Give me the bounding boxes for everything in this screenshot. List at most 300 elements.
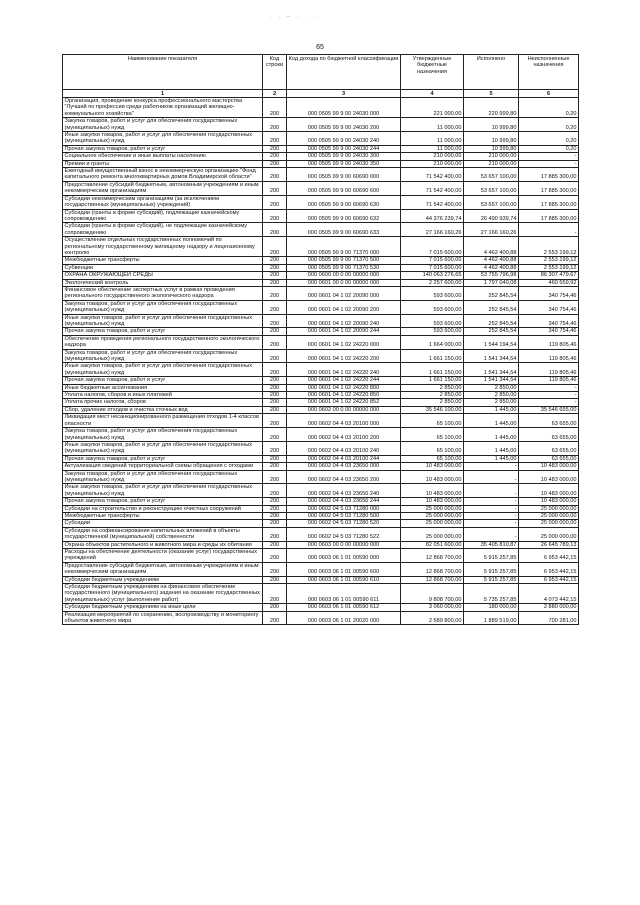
row-unexecuted: 17 885 300,00 bbox=[519, 209, 579, 223]
table-row bbox=[63, 209, 579, 223]
row-executed: 10 999,80 bbox=[464, 118, 519, 132]
row-kbk: 000 0603 06 1 01 20020 000 bbox=[287, 611, 401, 625]
row-unexecuted: 119 805,46 bbox=[519, 377, 579, 384]
row-name: Ежегодный имущественный взнос в некоммерческую организацию "Фонд капитального ремонта многоквартирных домов Владимирской области" bbox=[63, 168, 263, 182]
table-row bbox=[63, 392, 579, 399]
row-kbk: 000 0602 04 4 03 20100 200 bbox=[287, 428, 401, 442]
row-name: Прочая закупка товаров, работ и услуг bbox=[63, 328, 263, 335]
row-executed: 27 166 160,26 bbox=[464, 223, 519, 237]
header-row bbox=[63, 55, 579, 90]
row-name: Премии и гранты bbox=[63, 160, 263, 167]
row-approved: 65 100,00 bbox=[401, 428, 464, 442]
table-row bbox=[63, 406, 579, 413]
row-kbk: 000 0505 99 9 00 60690 000 bbox=[287, 168, 401, 182]
row-code: 200 bbox=[263, 541, 287, 548]
table-body bbox=[63, 98, 579, 625]
header-name: Наименование показателя bbox=[63, 55, 263, 90]
table-row bbox=[63, 223, 579, 237]
table-row bbox=[63, 441, 579, 455]
row-kbk: 000 0601 04 1 02 20090 244 bbox=[287, 328, 401, 335]
row-approved: 71 542 400,00 bbox=[401, 195, 464, 209]
row-code: 200 bbox=[263, 160, 287, 167]
row-code: 200 bbox=[263, 406, 287, 413]
row-executed: - bbox=[464, 470, 519, 484]
row-name: Актуализация сведений территориальной схемы обращения с отходами bbox=[63, 463, 263, 470]
header-unexecuted: Неисполненные назначения bbox=[519, 55, 579, 90]
row-name: Прочая закупка товаров, работ и услуг bbox=[63, 145, 263, 152]
row-executed: 1 541 344,54 bbox=[464, 363, 519, 377]
row-kbk: 000 0505 99 9 00 60690 630 bbox=[287, 195, 401, 209]
row-executed: 1 445,00 bbox=[464, 441, 519, 455]
column-number: 5 bbox=[464, 90, 519, 98]
row-unexecuted: 340 754,46 bbox=[519, 286, 579, 300]
row-unexecuted: 63 655,00 bbox=[519, 414, 579, 428]
row-name: Уплата прочих налогов, сборов bbox=[63, 399, 263, 406]
table-row bbox=[63, 98, 579, 118]
row-executed: 4 462 400,88 bbox=[464, 237, 519, 257]
row-approved: 25 000 000,00 bbox=[401, 520, 464, 527]
row-name: Иные закупки товаров, работ и услуг для обеспечения государственных (муниципальных) нужд bbox=[63, 314, 263, 328]
row-unexecuted: 2 553 199,12 bbox=[519, 264, 579, 271]
row-code: 200 bbox=[263, 505, 287, 512]
row-approved: 1 661 150,00 bbox=[401, 377, 464, 384]
row-code: 200 bbox=[263, 223, 287, 237]
row-approved: 593 600,00 bbox=[401, 286, 464, 300]
row-code: 200 bbox=[263, 428, 287, 442]
row-unexecuted: 63 655,00 bbox=[519, 441, 579, 455]
row-code: 200 bbox=[263, 549, 287, 563]
row-approved: 10 483 000,00 bbox=[401, 498, 464, 505]
row-unexecuted: 119 805,46 bbox=[519, 363, 579, 377]
row-code: 200 bbox=[263, 209, 287, 223]
row-approved: 10 483 000,00 bbox=[401, 484, 464, 498]
row-kbk: 000 0601 04 1 02 24220 850 bbox=[287, 392, 401, 399]
row-code: 200 bbox=[263, 349, 287, 363]
row-name: Закупка товаров, работ и услуг для обеспечения государственных (муниципальных) нужд bbox=[63, 349, 263, 363]
row-unexecuted: 17 885 300,00 bbox=[519, 168, 579, 182]
row-executed: 252 845,54 bbox=[464, 286, 519, 300]
row-name: Субсидии бюджетным учреждениям на иные цели bbox=[63, 604, 263, 611]
row-code: 200 bbox=[263, 414, 287, 428]
row-code: 200 bbox=[263, 527, 287, 541]
row-name: Межбюджетные трансферты bbox=[63, 257, 263, 264]
row-executed: 1 445,00 bbox=[464, 428, 519, 442]
row-approved: 65 100,00 bbox=[401, 455, 464, 462]
table-row bbox=[63, 505, 579, 512]
header-executed: Исполнено bbox=[464, 55, 519, 90]
row-name: Сбор, удаление отходов и очистка сточных вод bbox=[63, 406, 263, 413]
row-executed: - bbox=[464, 520, 519, 527]
row-code: 200 bbox=[263, 335, 287, 349]
column-number-row bbox=[63, 90, 579, 98]
table-row bbox=[63, 399, 579, 406]
row-approved: 25 000 000,00 bbox=[401, 527, 464, 541]
row-unexecuted: 340 754,46 bbox=[519, 314, 579, 328]
row-name: Реализация мероприятий по сохранению, воспроизводству и мониторингу объектов животного мира bbox=[63, 611, 263, 625]
row-executed: - bbox=[464, 505, 519, 512]
row-approved: 35 546 100,00 bbox=[401, 406, 464, 413]
row-executed: 210 000,00 bbox=[464, 160, 519, 167]
row-name: Ликвидация мест несанкционированного размещения отходов 1-4 классов опасности bbox=[63, 414, 263, 428]
row-kbk: 000 0601 04 1 02 24220 000 bbox=[287, 335, 401, 349]
row-code: 200 bbox=[263, 520, 287, 527]
row-code: 200 bbox=[263, 604, 287, 611]
row-approved: 27 166 160,26 bbox=[401, 223, 464, 237]
row-executed: 2 850,00 bbox=[464, 399, 519, 406]
row-unexecuted: - bbox=[519, 384, 579, 391]
row-kbk: 000 0602 04 4 03 23650 200 bbox=[287, 470, 401, 484]
row-unexecuted: 6 953 442,15 bbox=[519, 549, 579, 563]
row-name: Социальное обеспечение и иные выплаты населению bbox=[63, 153, 263, 160]
row-unexecuted: 4 073 442,15 bbox=[519, 584, 579, 604]
table-row bbox=[63, 455, 579, 462]
column-number: 1 bbox=[63, 90, 263, 98]
row-name: Закупка товаров, работ и услуг для обеспечения государственных (муниципальных) нужд bbox=[63, 300, 263, 314]
row-unexecuted: 340 754,46 bbox=[519, 328, 579, 335]
row-name: Закупка товаров, работ и услуг для обеспечения государственных (муниципальных) нужд bbox=[63, 118, 263, 132]
table-row bbox=[63, 470, 579, 484]
row-kbk: 000 0601 04 1 02 24220 240 bbox=[287, 363, 401, 377]
row-name: Субсидии bbox=[63, 520, 263, 527]
row-kbk: 000 0603 06 1 01 00590 611 bbox=[287, 584, 401, 604]
row-executed: 2 850,00 bbox=[464, 392, 519, 399]
row-approved: 221 000,00 bbox=[401, 98, 464, 118]
row-executed: 220 999,80 bbox=[464, 98, 519, 118]
row-approved: 2 257 600,00 bbox=[401, 279, 464, 286]
row-name: Субсидии на строительство и реконструкцию очистных сооружений bbox=[63, 505, 263, 512]
table-row bbox=[63, 279, 579, 286]
row-executed: 1 544 194,54 bbox=[464, 335, 519, 349]
row-approved: 3 060 000,00 bbox=[401, 604, 464, 611]
row-approved: 2 850,00 bbox=[401, 399, 464, 406]
header-approved: Утвержденные бюджетные назначения bbox=[401, 55, 464, 90]
row-unexecuted: 63 655,00 bbox=[519, 455, 579, 462]
row-unexecuted: 10 483 000,00 bbox=[519, 470, 579, 484]
row-unexecuted: 700 281,00 bbox=[519, 611, 579, 625]
budget-execution-table bbox=[62, 54, 579, 625]
table-row bbox=[63, 541, 579, 548]
row-unexecuted: 10 483 000,00 bbox=[519, 498, 579, 505]
row-code: 200 bbox=[263, 145, 287, 152]
row-name: Субсидии некоммерческим организациям (за исключением государственных (муниципальных) учреждений) bbox=[63, 195, 263, 209]
row-kbk: 000 0602 04 4 03 23650 000 bbox=[287, 463, 401, 470]
row-approved: 11 000,00 bbox=[401, 145, 464, 152]
table-row bbox=[63, 264, 579, 271]
row-executed: 2 850,00 bbox=[464, 384, 519, 391]
table-row bbox=[63, 604, 579, 611]
row-unexecuted: - bbox=[519, 399, 579, 406]
row-name: Субсидии (гранты в форме субсидий), не подлежащие казначейскому сопровождению bbox=[63, 223, 263, 237]
row-code: 200 bbox=[263, 512, 287, 519]
row-name: Межбюджетные трансферты bbox=[63, 512, 263, 519]
row-code: 200 bbox=[263, 384, 287, 391]
row-code: 200 bbox=[263, 455, 287, 462]
row-name: Субсидии на софинансирование капитальных вложений в объекты государственной (муниципальной) собственности bbox=[63, 527, 263, 541]
row-name: Обеспечение проведения регионального государственного экологического надзора bbox=[63, 335, 263, 349]
table-row bbox=[63, 520, 579, 527]
row-approved: 12 868 700,00 bbox=[401, 562, 464, 576]
row-unexecuted: 25 000 000,00 bbox=[519, 527, 579, 541]
row-executed: 180 000,00 bbox=[464, 604, 519, 611]
row-unexecuted: 2 880 000,00 bbox=[519, 604, 579, 611]
table-row bbox=[63, 272, 579, 279]
row-unexecuted: - bbox=[519, 160, 579, 167]
row-kbk: 000 0602 04 5 03 71280 520 bbox=[287, 520, 401, 527]
table-row bbox=[63, 562, 579, 576]
row-name: Прочая закупка товаров, работ и услуг bbox=[63, 498, 263, 505]
row-unexecuted: 0,20 bbox=[519, 132, 579, 146]
row-executed: 4 462 400,88 bbox=[464, 264, 519, 271]
row-executed: - bbox=[464, 463, 519, 470]
row-kbk: 000 0505 99 9 00 24030 000 bbox=[287, 98, 401, 118]
table-row bbox=[63, 377, 579, 384]
row-kbk: 000 0505 99 9 00 60690 600 bbox=[287, 181, 401, 195]
row-executed: 252 845,54 bbox=[464, 328, 519, 335]
row-code: 200 bbox=[263, 181, 287, 195]
row-kbk: 000 0602 04 4 03 20100 000 bbox=[287, 414, 401, 428]
row-executed: 1 541 344,54 bbox=[464, 377, 519, 384]
row-kbk: 000 0601 04 1 02 20090 200 bbox=[287, 300, 401, 314]
row-name: Прочая закупка товаров, работ и услуг bbox=[63, 455, 263, 462]
row-approved: 593 600,00 bbox=[401, 314, 464, 328]
row-name: Прочая закупка товаров, работ и услуг bbox=[63, 377, 263, 384]
column-number: 6 bbox=[519, 90, 579, 98]
row-unexecuted: 10 483 000,00 bbox=[519, 463, 579, 470]
row-kbk: 000 0601 00 0 00 00000 000 bbox=[287, 279, 401, 286]
row-kbk: 000 0600 00 0 00 00000 000 bbox=[287, 272, 401, 279]
row-kbk: 000 0602 04 5 03 71280 500 bbox=[287, 512, 401, 519]
row-kbk: 000 0603 06 1 01 00590 612 bbox=[287, 604, 401, 611]
row-kbk: 000 0505 99 9 00 71370 000 bbox=[287, 237, 401, 257]
row-kbk: 000 0602 04 5 03 71280 000 bbox=[287, 505, 401, 512]
row-approved: 82 051 600,00 bbox=[401, 541, 464, 548]
table-row bbox=[63, 576, 579, 583]
column-number: 3 bbox=[287, 90, 401, 98]
table-row bbox=[63, 527, 579, 541]
row-code: 200 bbox=[263, 363, 287, 377]
row-kbk: 000 0602 04 4 03 20100 240 bbox=[287, 441, 401, 455]
row-approved: 65 100,00 bbox=[401, 414, 464, 428]
row-name: Расходы на обеспечение деятельности (оказание услуг) государственных учреждений bbox=[63, 549, 263, 563]
row-approved: 10 483 000,00 bbox=[401, 463, 464, 470]
row-executed: - bbox=[464, 512, 519, 519]
row-executed: 5 735 257,85 bbox=[464, 584, 519, 604]
row-approved: 25 000 000,00 bbox=[401, 512, 464, 519]
row-code: 200 bbox=[263, 399, 287, 406]
row-kbk: 000 0505 99 9 00 24030 240 bbox=[287, 132, 401, 146]
row-unexecuted: 2 553 199,12 bbox=[519, 237, 579, 257]
row-unexecuted: 26 645 789,13 bbox=[519, 541, 579, 548]
row-name: Экологический контроль bbox=[63, 279, 263, 286]
row-code: 200 bbox=[263, 377, 287, 384]
row-unexecuted: 119 805,46 bbox=[519, 349, 579, 363]
row-kbk: 000 0602 04 4 03 23650 244 bbox=[287, 498, 401, 505]
row-approved: 7 015 600,00 bbox=[401, 237, 464, 257]
row-approved: 210 000,00 bbox=[401, 160, 464, 167]
row-executed: 53 657 100,00 bbox=[464, 181, 519, 195]
table-row bbox=[63, 414, 579, 428]
row-kbk: 000 0505 99 9 00 60690 633 bbox=[287, 223, 401, 237]
row-executed: 1 889 519,00 bbox=[464, 611, 519, 625]
row-kbk: 000 0505 99 9 00 24030 244 bbox=[287, 145, 401, 152]
row-kbk: 000 0505 99 9 00 71370 530 bbox=[287, 264, 401, 271]
row-approved: 2 850,00 bbox=[401, 392, 464, 399]
row-code: 200 bbox=[263, 264, 287, 271]
row-unexecuted: 119 805,46 bbox=[519, 335, 579, 349]
row-kbk: 000 0505 99 9 00 60690 632 bbox=[287, 209, 401, 223]
header-code: Код строки bbox=[263, 55, 287, 90]
row-code: 200 bbox=[263, 300, 287, 314]
row-approved: 44 376 239,74 bbox=[401, 209, 464, 223]
row-approved: 71 542 400,00 bbox=[401, 168, 464, 182]
row-code: 200 bbox=[263, 257, 287, 264]
row-code: 200 bbox=[263, 470, 287, 484]
table-row bbox=[63, 384, 579, 391]
row-code: 200 bbox=[263, 314, 287, 328]
row-approved: 10 483 000,00 bbox=[401, 470, 464, 484]
row-name: Предоставление субсидий бюджетным, автономным учреждениям и иным некоммерческим организациям bbox=[63, 181, 263, 195]
table-row bbox=[63, 498, 579, 505]
row-executed: 1 445,00 bbox=[464, 414, 519, 428]
row-name: Субсидии бюджетным учреждениям bbox=[63, 576, 263, 583]
column-number: 2 bbox=[263, 90, 287, 98]
row-kbk: 000 0505 99 9 00 24030 300 bbox=[287, 153, 401, 160]
row-name: Осуществление отдельных государственных полномочий по региональному государственному жилищному надзору и лицензионному контролю bbox=[63, 237, 263, 257]
row-unexecuted: - bbox=[519, 153, 579, 160]
row-approved: 11 000,00 bbox=[401, 118, 464, 132]
row-kbk: 000 0601 04 1 02 24220 200 bbox=[287, 349, 401, 363]
row-executed: 53 657 100,00 bbox=[464, 195, 519, 209]
row-name: Субвенции bbox=[63, 264, 263, 271]
row-unexecuted: 2 553 199,12 bbox=[519, 257, 579, 264]
table-row bbox=[63, 145, 579, 152]
row-code: 200 bbox=[263, 498, 287, 505]
row-code: 200 bbox=[263, 98, 287, 118]
row-name: Иные бюджетные ассигнования bbox=[63, 384, 263, 391]
row-unexecuted: 86 307 479,67 bbox=[519, 272, 579, 279]
row-kbk: 000 0602 04 4 03 23650 240 bbox=[287, 484, 401, 498]
scan-mark: · · ~ · · · bbox=[270, 14, 318, 21]
table-row bbox=[63, 314, 579, 328]
table-row bbox=[63, 195, 579, 209]
row-code: 200 bbox=[263, 562, 287, 576]
row-approved: 12 868 700,00 bbox=[401, 576, 464, 583]
row-kbk: 000 0602 04 4 03 20100 244 bbox=[287, 455, 401, 462]
row-executed: 5 915 257,85 bbox=[464, 562, 519, 576]
row-name: Иные закупки товаров, работ и услуг для обеспечения государственных (муниципальных) нужд bbox=[63, 132, 263, 146]
table-row bbox=[63, 328, 579, 335]
row-kbk: 000 0603 00 0 00 00000 000 bbox=[287, 541, 401, 548]
row-executed: 4 462 400,88 bbox=[464, 257, 519, 264]
row-unexecuted: 460 559,92 bbox=[519, 279, 579, 286]
row-kbk: 000 0602 00 0 00 00000 000 bbox=[287, 406, 401, 413]
row-unexecuted: 63 655,00 bbox=[519, 428, 579, 442]
row-executed: 1 445,00 bbox=[464, 455, 519, 462]
row-approved: 7 015 600,00 bbox=[401, 264, 464, 271]
table-row bbox=[63, 611, 579, 625]
row-kbk: 000 0603 06 1 01 00590 600 bbox=[287, 562, 401, 576]
row-executed: - bbox=[464, 498, 519, 505]
row-code: 200 bbox=[263, 328, 287, 335]
row-name: Субсидии (гранты в форме субсидий), подлежащие казначейскому сопровождению bbox=[63, 209, 263, 223]
row-code: 200 bbox=[263, 168, 287, 182]
row-executed: 210 000,00 bbox=[464, 153, 519, 160]
row-kbk: 000 0602 04 5 03 71280 522 bbox=[287, 527, 401, 541]
table-row bbox=[63, 300, 579, 314]
row-approved: 12 868 700,00 bbox=[401, 549, 464, 563]
table-row bbox=[63, 160, 579, 167]
row-executed: 1 797 040,08 bbox=[464, 279, 519, 286]
table-row bbox=[63, 363, 579, 377]
row-name: Закупка товаров, работ и услуг для обеспечения государственных (муниципальных) нужд bbox=[63, 470, 263, 484]
row-approved: 2 850,00 bbox=[401, 384, 464, 391]
row-code: 200 bbox=[263, 576, 287, 583]
row-unexecuted: 17 885 300,00 bbox=[519, 181, 579, 195]
row-name: Уплата налогов, сборов и иных платежей bbox=[63, 392, 263, 399]
row-code: 200 bbox=[263, 237, 287, 257]
table-row bbox=[63, 153, 579, 160]
row-kbk: 000 0603 06 1 01 00590 000 bbox=[287, 549, 401, 563]
row-approved: 9 808 700,00 bbox=[401, 584, 464, 604]
row-code: 200 bbox=[263, 611, 287, 625]
column-number: 4 bbox=[401, 90, 464, 98]
row-executed: 1 541 344,54 bbox=[464, 349, 519, 363]
row-unexecuted: - bbox=[519, 392, 579, 399]
table-row bbox=[63, 512, 579, 519]
row-approved: 593 600,00 bbox=[401, 328, 464, 335]
row-code: 200 bbox=[263, 441, 287, 455]
row-executed: 35 405 810,87 bbox=[464, 541, 519, 548]
row-kbk: 000 0601 04 1 02 20090 240 bbox=[287, 314, 401, 328]
header-kbk: Код дохода по бюджетной классификации bbox=[287, 55, 401, 90]
row-code: 200 bbox=[263, 118, 287, 132]
row-name: Субсидии бюджетным учреждениям на финансовое обеспечение государственного (муниципального) задания на оказание государственных (муниципальных) услуг (выполнение работ) bbox=[63, 584, 263, 604]
table-row bbox=[63, 286, 579, 300]
row-kbk: 000 0601 04 1 02 24220 244 bbox=[287, 377, 401, 384]
table-row bbox=[63, 428, 579, 442]
table-row bbox=[63, 168, 579, 182]
row-code: 200 bbox=[263, 286, 287, 300]
row-executed: 10 999,80 bbox=[464, 132, 519, 146]
row-name: Иные закупки товаров, работ и услуг для обеспечения государственных (муниципальных) нужд bbox=[63, 363, 263, 377]
row-unexecuted: - bbox=[519, 223, 579, 237]
row-executed: 10 999,80 bbox=[464, 145, 519, 152]
row-name: ОХРАНА ОКРУЖАЮЩЕЙ СРЕДЫ bbox=[63, 272, 263, 279]
row-code: 200 bbox=[263, 463, 287, 470]
row-approved: 1 661 150,00 bbox=[401, 363, 464, 377]
row-executed: - bbox=[464, 484, 519, 498]
row-kbk: 000 0601 04 1 02 20090 000 bbox=[287, 286, 401, 300]
row-unexecuted: 0,20 bbox=[519, 145, 579, 152]
row-executed: 5 915 257,85 bbox=[464, 576, 519, 583]
row-executed: 5 915 257,85 bbox=[464, 549, 519, 563]
row-kbk: 000 0505 99 9 00 24030 350 bbox=[287, 160, 401, 167]
row-code: 200 bbox=[263, 392, 287, 399]
row-approved: 2 589 800,00 bbox=[401, 611, 464, 625]
table-row bbox=[63, 335, 579, 349]
row-kbk: 000 0505 99 9 00 24030 200 bbox=[287, 118, 401, 132]
row-approved: 7 015 600,00 bbox=[401, 257, 464, 264]
row-name: Иные закупки товаров, работ и услуг для обеспечения государственных (муниципальных) нужд bbox=[63, 484, 263, 498]
row-executed: 252 845,54 bbox=[464, 314, 519, 328]
row-unexecuted: 0,20 bbox=[519, 118, 579, 132]
row-kbk: 000 0601 04 1 02 24220 800 bbox=[287, 384, 401, 391]
table-row bbox=[63, 549, 579, 563]
table-row bbox=[63, 181, 579, 195]
row-approved: 210 000,00 bbox=[401, 153, 464, 160]
table-row bbox=[63, 463, 579, 470]
row-code: 200 bbox=[263, 132, 287, 146]
